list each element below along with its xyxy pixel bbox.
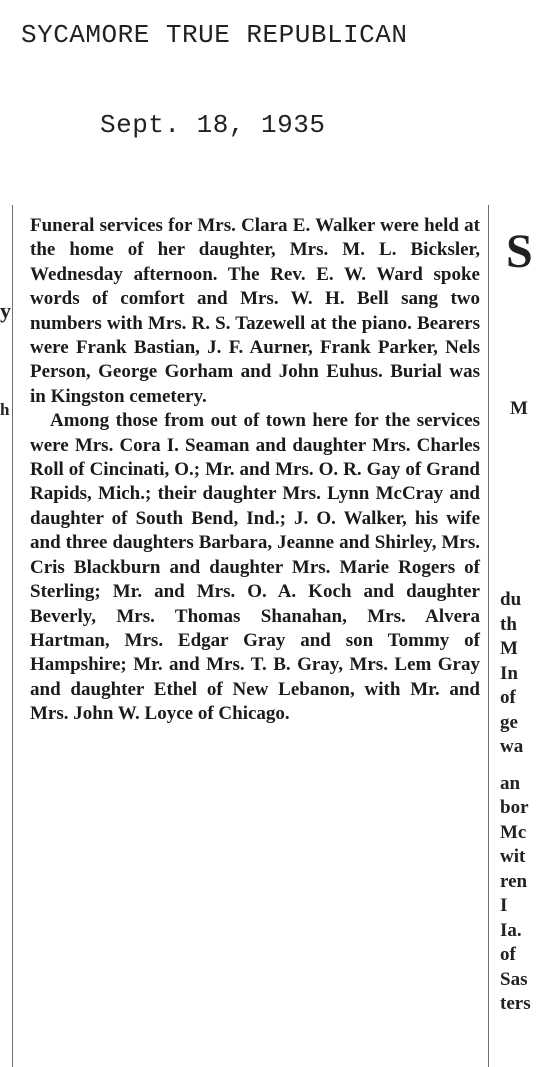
fragment-line: Ia. xyxy=(500,919,522,941)
adjacent-column-fragment xyxy=(500,588,540,1017)
fragment-line: wa xyxy=(500,736,524,757)
fragment-line: In xyxy=(500,662,518,684)
article-paragraph: Among those from out of town here for the services were Mrs. Cora I. Seaman and daughter Mrs. Charles Roll of Cincinati, O.; Mr. and Mrs. O. R. Gay of Grand Rapids, Mich.; their daughter Mrs. Lynn McCray and daughter of South Bend, Ind.; J. O. Walker, his wife and three daughters Barbara, Jeanne and Shirley, Mrs. Cris Blackburn and daughter Mrs. Marie Rogers of Sterling; Mr. and Mrs. O. A. Koch and daughter Beverly, Mrs. Thomas Shanahan, Mrs. Alvera Hartman, Mrs. Edgar Gray and son Tommy of Hampshire; Mr. and Mrs. T. B. Gray, Mrs. Lem Gray and daughter Ethel of New Lebanon, with Mr. and Mrs. John W. Loyce of Chicago. xyxy=(30,410,480,725)
right-fragment-letter: M xyxy=(510,398,528,419)
left-fragment-letter: h xyxy=(0,400,10,419)
article-paragraph: Funeral services for Mrs. Clara E. Walker were held at the home of her daughter, Mrs. M. L. Bicksler, Wednesday afternoon. The Rev. E. W. Ward spoke words of comfort and Mrs. W. H. Bell sang two numbers with Mrs. R. S. Tazewell at the piano. Bearers were Frank Bastian, J. F. Aurner, Frank Parker, Nels Person, George Gorham and John Euhus. Burial was in Kingston cemetery. xyxy=(30,215,480,407)
fragment-line: M xyxy=(500,638,518,659)
fragment-line: ters xyxy=(500,993,531,1014)
fragment-line: of xyxy=(500,944,516,965)
obituary-article xyxy=(30,214,480,727)
fragment-line: bor xyxy=(500,797,529,818)
left-column-rule xyxy=(12,205,13,1067)
fragment-line: an xyxy=(500,772,521,794)
fragment-line: Mc xyxy=(500,821,527,843)
fragment-line: Sas xyxy=(500,968,528,990)
left-fragment-letter: y xyxy=(0,298,11,323)
right-column-rule xyxy=(488,205,489,1067)
fragment-line: wit xyxy=(500,846,526,867)
fragment-line: th xyxy=(500,613,517,635)
fragment-line: I xyxy=(500,895,508,916)
publication-date: Sept. 18, 1935 xyxy=(100,110,326,140)
fragment-line: of xyxy=(500,687,516,708)
fragment-line: du xyxy=(500,589,522,610)
publication-title: SYCAMORE TRUE REPUBLICAN xyxy=(21,20,408,50)
fragment-line: ge xyxy=(500,711,518,733)
right-fragment-letter: S xyxy=(506,225,533,278)
fragment-line: ren xyxy=(500,870,528,892)
